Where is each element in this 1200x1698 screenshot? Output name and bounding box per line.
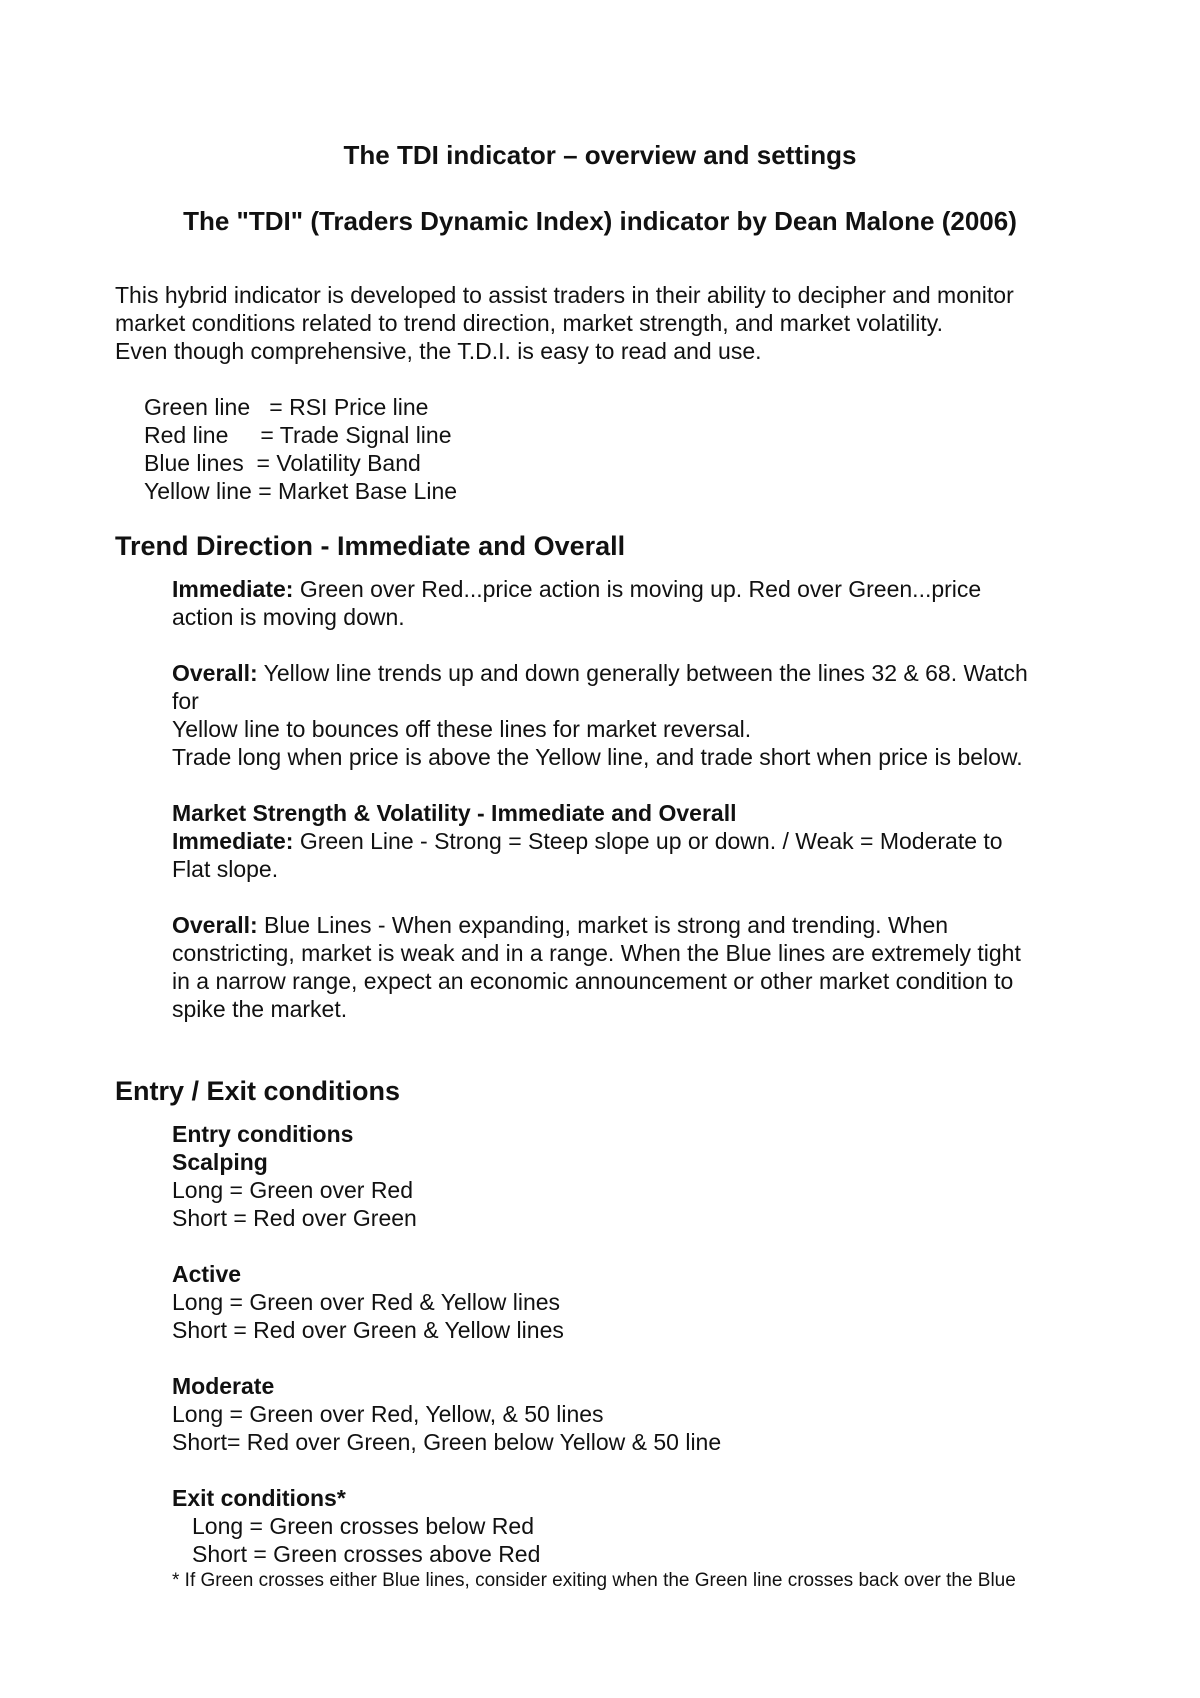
strength-overall-line: in a narrow range, expect an economic announcement or other market condition to [172, 968, 1014, 994]
exit-conditions-label: Exit conditions* [172, 1485, 346, 1511]
active-label: Active [172, 1261, 242, 1287]
legend-line-red: Red line = Trade Signal line [144, 422, 452, 448]
legend-line-yellow: Yellow line = Market Base Line [144, 478, 458, 504]
strength-overall-paragraph [172, 911, 948, 939]
strength-immediate-label: Immediate: [172, 828, 294, 854]
exit-long: Long = Green crosses below Red [192, 1513, 535, 1539]
trend-overall-line: Yellow line to bounces off these lines for market reversal. [172, 716, 752, 742]
moderate-label: Moderate [172, 1373, 275, 1399]
entry-conditions-heading: Entry conditions [172, 1121, 354, 1147]
document-title: The TDI indicator – overview and settings [343, 140, 857, 170]
strength-overall-line: spike the market. [172, 996, 348, 1022]
moderate-short: Short= Red over Green, Green below Yellow & 50 line [172, 1429, 722, 1455]
section-heading-strength: Market Strength & Volatility - Immediate and Overall [172, 800, 737, 826]
trend-immediate-line: action is moving down. [172, 604, 405, 630]
intro-line: This hybrid indicator is developed to assist traders in their ability to decipher and monitor [115, 282, 1014, 308]
trend-overall-line: for [172, 688, 199, 714]
trend-overall-line: Trade long when price is above the Yellow line, and trade short when price is below. [172, 744, 1023, 770]
strength-immediate-line: Flat slope. [172, 856, 279, 882]
strength-immediate-text: Green Line - Strong = Steep slope up or down. / Weak = Moderate to [293, 828, 1003, 854]
intro-line: market conditions related to trend direction, market strength, and market volatility. [115, 310, 943, 336]
moderate-long: Long = Green over Red, Yellow, & 50 lines [172, 1401, 604, 1427]
legend-line-blue: Blue lines = Volatility Band [144, 450, 421, 476]
scalping-label: Scalping [172, 1149, 268, 1175]
exit-footnote: * If Green crosses either Blue lines, consider exiting when the Green line crosses back over the Blue [172, 1570, 1016, 1591]
active-short: Short = Red over Green & Yellow lines [172, 1317, 564, 1343]
section-heading-entry-exit: Entry / Exit conditions [115, 1076, 401, 1106]
strength-overall-line: constricting, market is weak and in a range. When the Blue lines are extremely tight [172, 940, 1021, 966]
trend-immediate-label: Immediate: [172, 576, 294, 602]
active-long: Long = Green over Red & Yellow lines [172, 1289, 561, 1315]
trend-overall-text: Yellow line trends up and down generally between the lines 32 & 68. Watch [257, 660, 1028, 686]
strength-overall-label: Overall: [172, 912, 258, 938]
strength-immediate-paragraph [172, 827, 1003, 855]
section-heading-trend: Trend Direction - Immediate and Overall [115, 531, 626, 561]
trend-immediate-paragraph [172, 575, 981, 603]
trend-overall-paragraph [172, 659, 1028, 687]
scalping-long: Long = Green over Red [172, 1177, 414, 1203]
trend-overall-label: Overall: [172, 660, 258, 686]
legend-line-green: Green line = RSI Price line [144, 394, 429, 420]
strength-overall-text: Blue Lines - When expanding, market is strong and trending. When [257, 912, 949, 938]
document-subtitle: The "TDI" (Traders Dynamic Index) indicator by Dean Malone (2006) [183, 206, 1017, 236]
scalping-short: Short = Red over Green [172, 1205, 417, 1231]
exit-short: Short = Green crosses above Red [192, 1541, 541, 1567]
trend-immediate-text: Green over Red...price action is moving up. Red over Green...price [293, 576, 982, 602]
intro-line: Even though comprehensive, the T.D.I. is easy to read and use. [115, 338, 762, 364]
